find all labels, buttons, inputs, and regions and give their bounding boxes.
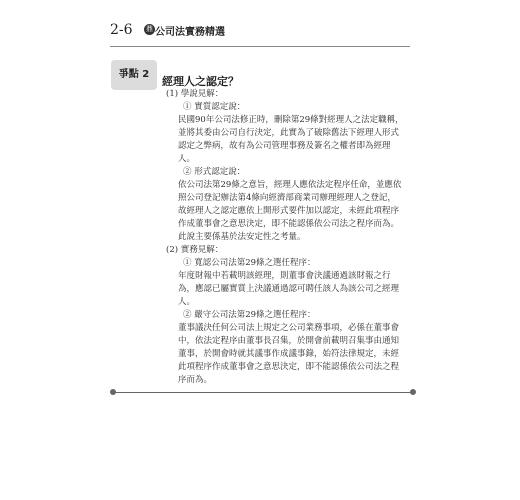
section-heading: (2) 實務見解：: [166, 245, 224, 255]
paragraph-line: 董事議決任何公司法上規定之公司業務事項，必係在董事會: [178, 323, 400, 333]
paragraph-line: 年度財報中若載明該經理，則董事會決議通過該財報之行: [178, 271, 391, 281]
header-rule: [110, 46, 410, 47]
paragraph-line: 並將其委由公司自行決定，此實為了破除舊法下經理人形式: [178, 128, 400, 138]
paragraph-line: 故經理人之認定應依上開形式要件加以認定，未經此項程序: [178, 206, 400, 216]
paragraph-line: 作成董事會之意思決定，即不能認係依公司法之程序而為。: [178, 219, 400, 229]
paragraph-line: 依公司法第29條之意旨，經理人應依法定程序任命，並應依: [178, 180, 402, 190]
footer-dot-right: [410, 389, 416, 395]
subsection-heading: ② 形式認定說：: [183, 167, 246, 177]
paragraph-line: 此說主要係基於法安定性之考量。: [178, 232, 306, 242]
footer-dot-left: [110, 389, 116, 395]
question-title: 經理人之認定？: [162, 75, 239, 88]
paragraph-line: 中，依法定程序由董事長召集，於開會前載明召集事由通知: [178, 336, 400, 346]
paragraph-line: 人。: [178, 297, 196, 307]
series-logo-icon: 鼎: [146, 25, 153, 33]
paragraph-line: 此項程序作成董事會之意思決定，即不能認係依公司法之程: [178, 362, 400, 372]
section-heading: (1) 學說見解：: [166, 89, 224, 99]
paragraph-line: 照公司登記辦法第4條向經濟部商業司辦理經理人之登記，: [178, 193, 396, 203]
paragraph-line: 認定之弊病，故有為公司管理事務及簽名之權者即為經理: [178, 141, 391, 151]
paragraph-line: 為，應認已屬實質上決議通過認可聘任該人為該公司之經理: [178, 284, 400, 294]
subsection-heading: ① 寬認公司法第29條之選任程序：: [183, 258, 316, 268]
paragraph-line: 民國90年公司法修正時，刪除第29條對經理人之法定職稱，: [178, 115, 404, 125]
page-number: 2-6: [110, 22, 133, 38]
issue-tab: 爭點 2: [111, 60, 157, 90]
paragraph-line: 人。: [178, 154, 196, 164]
paragraph-line: 序而為。: [178, 375, 213, 385]
page-header: [0, 12, 520, 48]
subsection-heading: ① 實質認定說：: [183, 102, 246, 112]
series-title: 公司法實務精選: [155, 27, 225, 38]
subsection-heading: ② 嚴守公司法第29條之選任程序：: [183, 310, 316, 320]
paragraph-line: 董事，於開會時就其議事作成議事錄，始符法律規定，未經: [178, 349, 400, 359]
footer-rule: [113, 392, 413, 393]
